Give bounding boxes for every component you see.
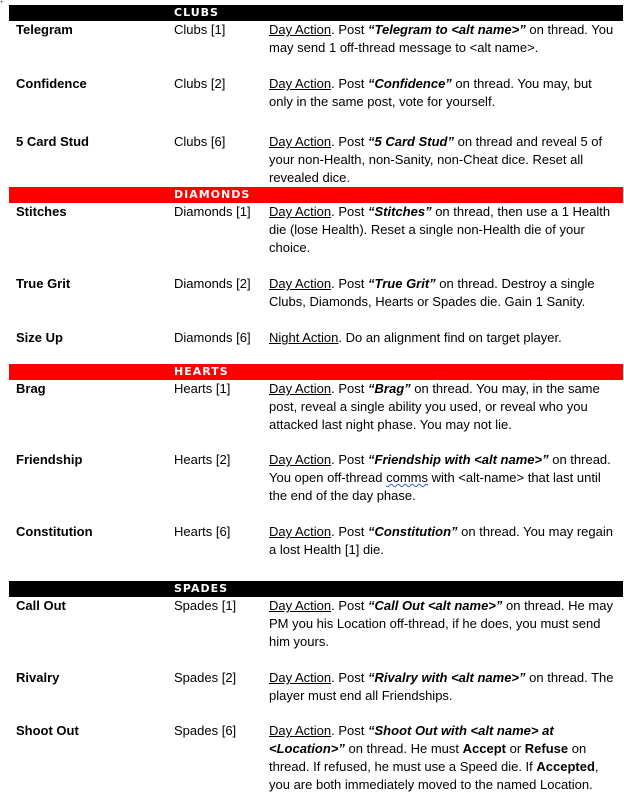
post-phrase: “Brag” <box>368 381 411 396</box>
action-type: Day Action <box>269 134 332 149</box>
corner-mark: + <box>0 0 4 6</box>
action-type: Day Action <box>269 452 332 467</box>
desc-text: . Post <box>331 524 369 539</box>
post-phrase: “Stitches” <box>368 204 432 219</box>
desc-text: on thread. You open off-thread <box>269 452 611 485</box>
keyword: Accept <box>462 741 506 756</box>
desc-text: . Post <box>331 598 369 613</box>
ability-row-rivalry <box>9 669 623 722</box>
action-type: Day Action <box>269 670 332 685</box>
ability-suit: Hearts [1] <box>174 381 231 396</box>
ability-name: Shoot Out <box>16 723 79 738</box>
desc-text: . Post <box>331 204 369 219</box>
action-type: Day Action <box>269 381 332 396</box>
desc-text: with <alt-name> that last until the end of the day phase. <box>269 470 601 503</box>
ability-description <box>269 21 619 57</box>
action-type: Day Action <box>269 723 332 738</box>
keyword: Refuse <box>524 741 569 756</box>
spellcheck-word: comms <box>386 470 428 485</box>
ability-row-telegram <box>9 21 623 75</box>
desc-text: . Post <box>331 452 369 467</box>
desc-text: on thread and reveal 5 of your non-Health, non-Sanity, non-Cheat dice. Reset all revealed dice. <box>269 134 603 185</box>
section-title-clubs: CLUBS <box>174 6 219 19</box>
desc-text: . Post <box>331 670 369 685</box>
ability-suit: Clubs [6] <box>174 134 226 149</box>
post-phrase: “Call Out <alt name>” <box>368 598 503 613</box>
ability-description <box>269 523 619 559</box>
ability-suit: Spades [1] <box>174 598 237 613</box>
ability-name: Friendship <box>16 452 83 467</box>
ability-name: Size Up <box>16 330 63 345</box>
desc-text: on thread. He may PM you his Location off-thread, if he does, you must send him yours. <box>269 598 613 649</box>
ability-name: Constitution <box>16 524 93 539</box>
action-type: Day Action <box>269 524 332 539</box>
desc-text: . Post <box>331 76 369 91</box>
ability-name: Brag <box>16 381 46 396</box>
desc-text: . Post <box>331 381 369 396</box>
desc-text: on thread. You may send 1 off-thread message to <alt name>. <box>269 22 614 55</box>
ability-description <box>269 380 619 434</box>
desc-text: on thread, then use a 1 Health die (lose Health). Reset a single non-Health die of your choice. <box>269 204 611 255</box>
section-header-diamonds <box>9 187 623 203</box>
ability-description <box>269 451 619 505</box>
action-type: Day Action <box>269 204 332 219</box>
post-phrase: “5 Card Stud” <box>368 134 454 149</box>
ability-row-constitution <box>9 523 623 581</box>
ability-suit: Hearts [6] <box>174 524 231 539</box>
ability-row-true-grit <box>9 275 623 329</box>
post-phrase: “Shoot Out with <alt name> at <Location>” <box>269 723 554 756</box>
ability-name: Call Out <box>16 598 66 613</box>
ability-name: Rivalry <box>16 670 60 685</box>
action-type: Day Action <box>269 276 332 291</box>
post-phrase: “Telegram to <alt name>” <box>368 22 526 37</box>
ability-description <box>269 275 619 311</box>
ability-suit: Spades [6] <box>174 723 237 738</box>
ability-description <box>269 597 619 651</box>
ability-name: 5 Card Stud <box>16 134 89 149</box>
ability-row-call-out <box>9 597 623 669</box>
abilities-table <box>9 5 623 794</box>
ability-suit: Diamonds [2] <box>174 276 251 291</box>
desc-text: on thread. The player must end all Friendships. <box>269 670 614 703</box>
desc-text: on thread. You may regain a lost Health [1] die. <box>269 524 613 557</box>
ability-suit: Clubs [2] <box>174 76 226 91</box>
action-type: Day Action <box>269 76 332 91</box>
ability-name: Stitches <box>16 204 67 219</box>
ability-row-size-up <box>9 329 623 364</box>
ability-row-shoot-out <box>9 722 623 794</box>
desc-text: or <box>506 741 525 756</box>
ability-row-5-card-stud <box>9 133 623 187</box>
ability-suit: Diamonds [6] <box>174 330 251 345</box>
action-type: Day Action <box>269 22 332 37</box>
ability-description <box>269 722 619 794</box>
ability-description <box>269 203 619 257</box>
desc-text: on thread. You may, in the same post, reveal a single ability you used, or reveal who you attacked last night phase. You may not lie. <box>269 381 600 432</box>
post-phrase: “Friendship with <alt name>” <box>368 452 549 467</box>
post-phrase: “True Grit” <box>368 276 436 291</box>
ability-suit: Spades [2] <box>174 670 237 685</box>
desc-text: , you are both immediately moved to the named Location. <box>269 759 599 792</box>
ability-description <box>269 133 619 187</box>
ability-description <box>269 669 619 705</box>
ability-suit: Diamonds [1] <box>174 204 251 219</box>
ability-row-confidence <box>9 75 623 133</box>
ability-name: Confidence <box>16 76 87 91</box>
section-title-spades: SPADES <box>174 582 229 595</box>
action-type: Night Action <box>269 330 339 345</box>
ability-name: True Grit <box>16 276 71 291</box>
section-header-hearts <box>9 364 623 380</box>
desc-text: . Do an alignment find on target player. <box>338 330 562 345</box>
ability-row-friendship <box>9 451 623 523</box>
desc-text: . Post <box>331 134 369 149</box>
ability-description <box>269 75 619 111</box>
desc-text: on thread. Destroy a single Clubs, Diamonds, Hearts or Spades die. Gain 1 Sanity. <box>269 276 595 309</box>
desc-text: . Post <box>331 723 369 738</box>
ability-suit: Hearts [2] <box>174 452 231 467</box>
ability-row-brag <box>9 380 623 451</box>
section-title-diamonds: DIAMONDS <box>174 188 251 201</box>
section-title-hearts: HEARTS <box>174 365 229 378</box>
keyword: Accepted <box>536 759 595 774</box>
post-phrase: “Constitution” <box>368 524 458 539</box>
desc-text: . Post <box>331 22 369 37</box>
desc-text: on thread. You may, but only in the same post, vote for yourself. <box>269 76 592 109</box>
action-type: Day Action <box>269 598 332 613</box>
post-phrase: “Confidence” <box>368 76 452 91</box>
post-phrase: “Rivalry with <alt name>” <box>368 670 526 685</box>
ability-description <box>269 329 619 347</box>
ability-suit: Clubs [1] <box>174 22 226 37</box>
ability-row-stitches <box>9 203 623 275</box>
ability-name: Telegram <box>16 22 73 37</box>
section-header-clubs <box>9 5 623 21</box>
desc-text: on thread. He must <box>344 741 463 756</box>
desc-text: on thread. If refused, he must use a Speed die. If <box>269 741 587 774</box>
section-header-spades <box>9 581 623 597</box>
desc-text: . Post <box>331 276 369 291</box>
